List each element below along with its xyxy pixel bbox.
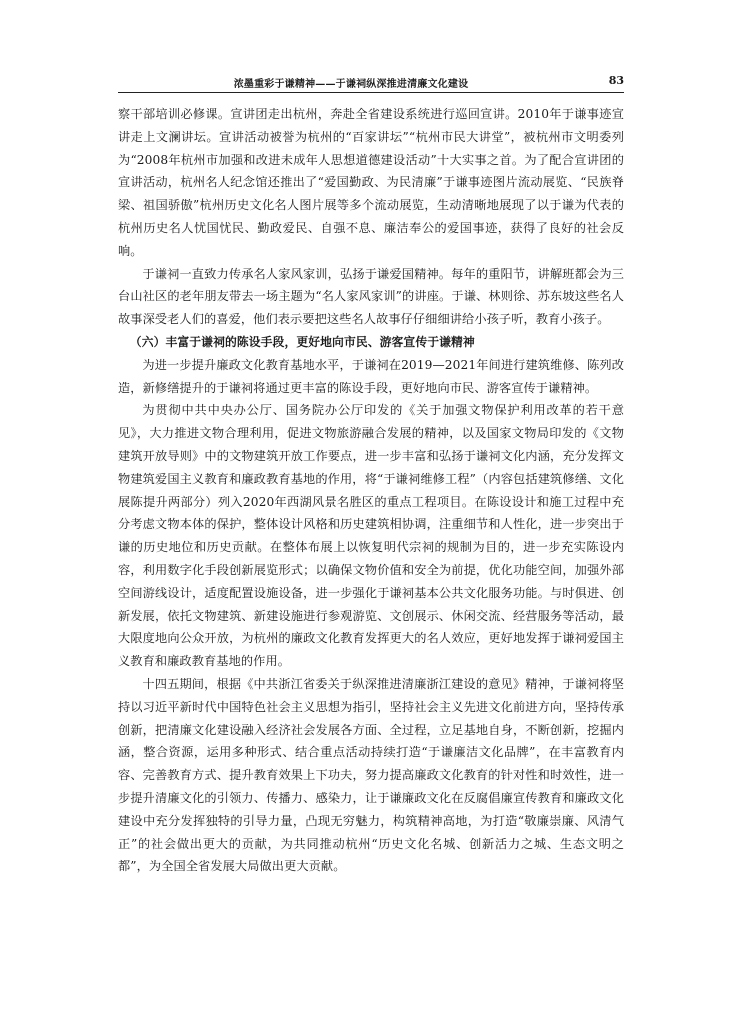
paragraph-family-lecture: 于谦祠一直致力传承名人家风家训，弘扬于谦爱国精神。每年的重阳节，讲解班都会为三台山社区的老年朋友带去一场主题为“名人家风家训”的讲座。于谦、林则徐、苏东坡这些名人故事深受老人们的喜爱，他们表示要把这些名人故事仔仔细细讲给小孩子听，教育小孩子。 bbox=[118, 266, 624, 327]
paragraph-policy: 为贯彻中共中央办公厅、国务院办公厅印发的《关于加强文物保护利用改革的若干意见》，大力推进文物合理利用，促进文物旅游融合发展的精神，以及国家文物局印发的《文物建筑开放导则》中的文物建筑开放工作要点，进一步丰富和弘扬于谦祠文化内涵，充分发挥文物建筑爱国主义教育和廉政教育基地的作用，将“于谦祠维修工程”（内容包括建筑修缮、文化展陈提升两部分）列入2020年西湖风景名胜区的重点工程项目。在陈设设计和施工过程中充分考虑文物本体的保护，整体设计风格和历史建筑相协调，注重细节和人性化，进一步突出于谦的历史地位和历史贡献。在整体布展上以恢复明代宗祠的规制为目的，进一步充实陈设内容，利用数字化手段创新展览形式；以确保文物价值和安全为前提，优化功能空间，加强外部空间游线设计，适度配置设施设备，进一步强化于谦祠基本公共文化服务功能。与时俱进、创新发展，依托文物建筑、新建设施进行参观游览、文创展示、休闲交流、经营服务等活动，最大限度地向公众开放，为杭州的廉政文化教育发挥更大的名人效应，更好地发挥于谦祠爱国主义教育和廉政教育基地的作用。 bbox=[118, 403, 624, 669]
paragraph-continued: 察干部培训必修课。宣讲团走出杭州，奔赴全省建设系统进行巡回宣讲。2010年于谦事迹宣讲走上文澜讲坛。宣讲活动被誉为杭州的“百家讲坛”“杭州市民大讲堂”，被杭州市文明委列为“2008年杭州市加强和改进未成年人思想道德建设活动”十大实事之首。为了配合宣讲团的宣讲活动，杭州名人纪念馆还推出了“爱国勤政、为民清廉”于谦事迹图片流动展览、“民族脊梁、祖国骄傲”杭州历史文化名人图片展等多个流动展览，生动清晰地展现了以于谦为代表的杭州历史名人忧国忧民、勤政爱民、自强不息、廉洁奉公的爱国事迹，获得了良好的社会反响。 bbox=[118, 107, 624, 258]
body-text bbox=[118, 103, 624, 878]
running-header bbox=[118, 74, 624, 93]
page-number: 83 bbox=[608, 74, 624, 87]
paragraph-renovation: 为进一步提升廉政文化教育基地水平，于谦祠在2019—2021年间进行建筑维修、陈列改造，新修缮提升的于谦祠将通过更丰富的陈设手段，更好地向市民、游客宣传于谦精神。 bbox=[118, 357, 624, 395]
paragraph-fourteenth-five-year: 十四五期间，根据《中共浙江省委关于纵深推进清廉浙江建设的意见》精神，于谦祠将坚持以习近平新时代中国特色社会主义思想为指引，坚持社会主义先进文化前进方向，坚持传承创新，把清廉文化建设融入经济社会发展各方面、全过程，立足基地自身，不断创新，挖掘内涵，整合资源，运用多种形式、结合重点活动持续打造“于谦廉洁文化品牌”，在丰富教育内容、完善教育方式、提升教育效果上下功夫，努力提高廉政文化教育的针对性和时效性，进一步提升清廉文化的引领力、传播力、感染力，让于谦廉政文化在反腐倡廉宣传教育和廉政文化建设中充分发挥独特的引导力量，凸现无穷魅力，构筑精神高地，为打造“敬廉崇廉、风清气正”的社会做出更大的贡献，为共同推动杭州“历史文化名城、创新活力之城、生态文明之都”，为全国全省发展大局做出更大贡献。 bbox=[118, 676, 624, 874]
running-title: 浓墨重彩于谦精神——于谦祠纵深推进清廉文化建设 bbox=[233, 79, 469, 90]
section-heading: （六）丰富于谦祠的陈设手段，更好地向市民、游客宣传于谦精神 bbox=[129, 334, 475, 349]
